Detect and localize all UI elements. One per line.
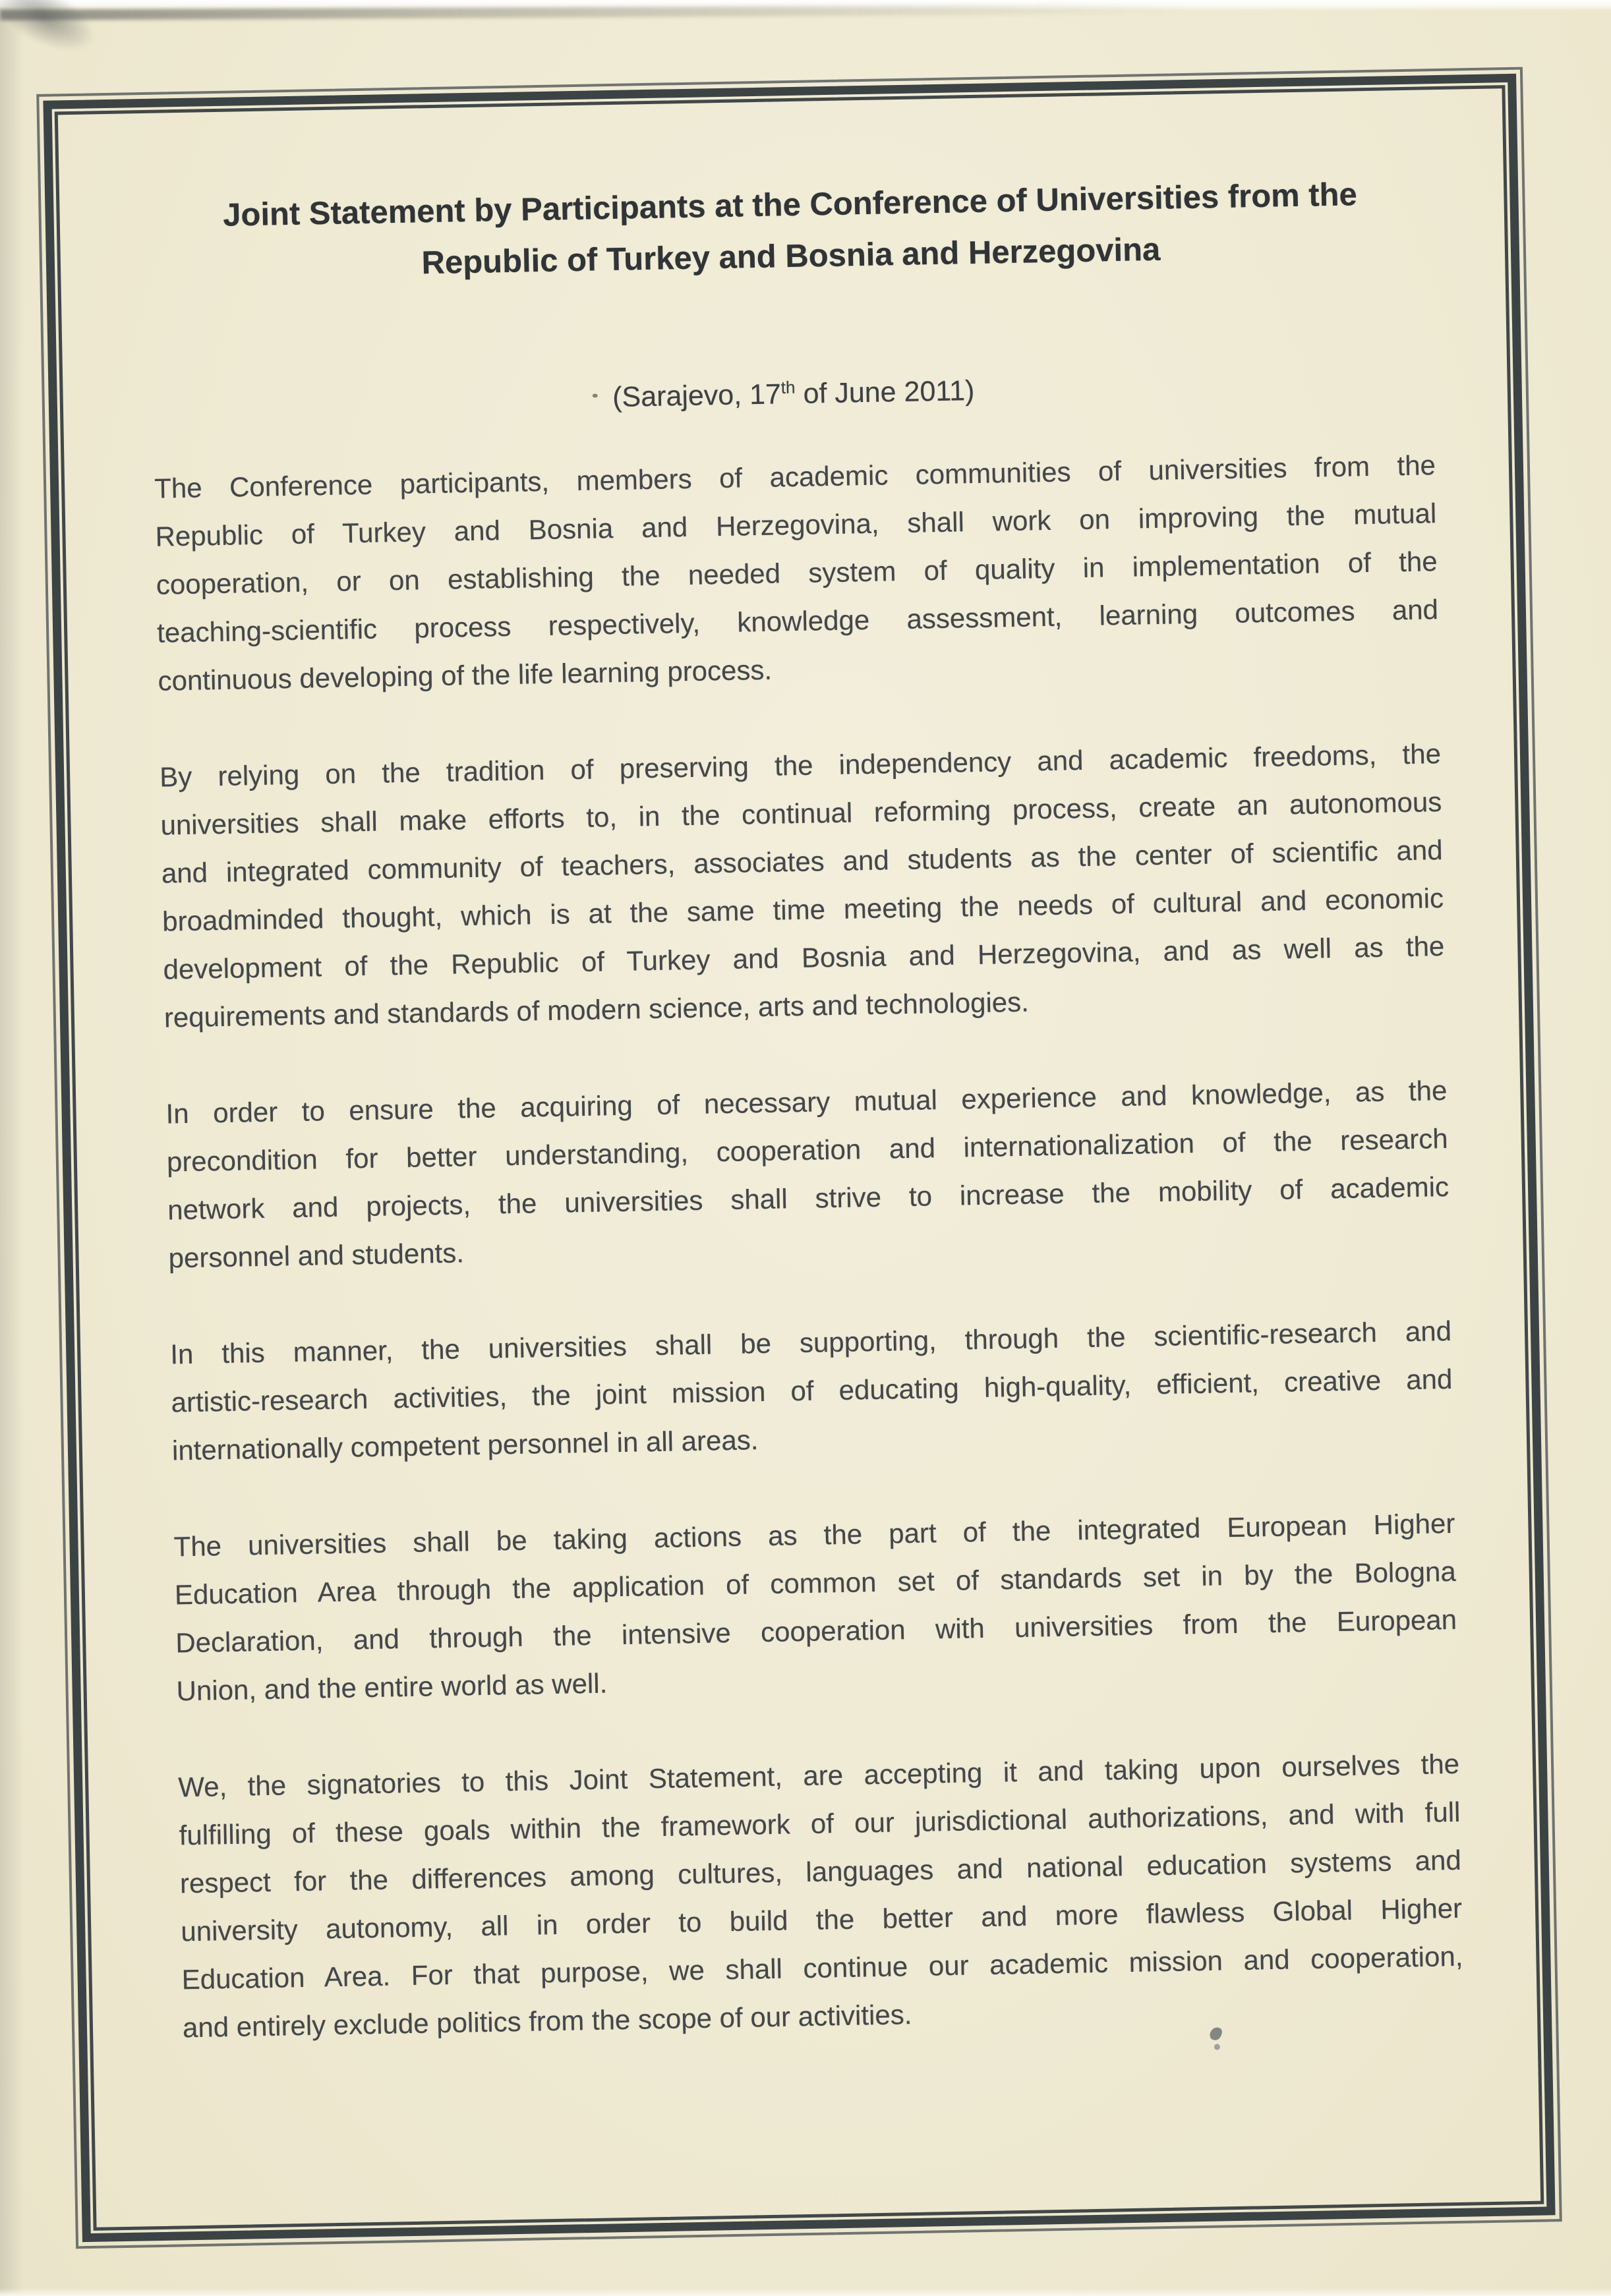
body-line: In order to ensure the acquiring of necessary mutual experience and knowledge, as the: [165, 1074, 1448, 1130]
body-line: internationally competent personnel in all areas.: [171, 1424, 759, 1466]
body-line: Declaration, and through the intensive cooperation with universities from the European: [175, 1603, 1457, 1659]
body-line: continuous developing of the life learning process.: [158, 654, 773, 697]
body-line: universities shall make efforts to, in the continual reforming process, create an autonomous: [160, 786, 1442, 841]
scan-top-edge: [0, 0, 1611, 11]
body-line: artistic-research activities, the joint mission of educating high-quality, efficient, creative and: [171, 1363, 1453, 1418]
body-line: and entirely exclude politics from the scope of our activities.: [182, 1999, 912, 2044]
border-outer-rule: [36, 67, 1562, 2249]
body-line: Union, and the entire world as well.: [176, 1667, 608, 1707]
body-line: and integrated community of teachers, associates and students as the center of scientific and: [161, 834, 1444, 889]
body-line: fulfilling of these goals within the framework of our jurisdictional authorizations, and with full: [179, 1796, 1461, 1851]
body-line: personnel and students.: [168, 1237, 465, 1274]
body-line: development of the Republic of Turkey and Bosnia and Herzegovina, and as well as the: [163, 931, 1445, 985]
scan-top-streak: [0, 3, 1252, 20]
body-line: precondition for better understanding, cooperation and internationalization of the research: [166, 1122, 1449, 1178]
document-sheet: [36, 67, 1562, 2249]
paragraph: [170, 1307, 1454, 1475]
paragraph: [173, 1499, 1458, 1715]
body-line: Education Area through the application of common set of standards set in by the Bologna: [174, 1555, 1457, 1611]
body-line: respect for the differences among cultures, languages and national education systems and: [179, 1844, 1462, 1899]
body-line: cooperation, or on establishing the needed system of quality in implementation of the: [156, 546, 1438, 600]
scan-bottom-edge: [0, 2288, 1611, 2296]
body-line: broadminded thought, which is at the same time meeting the needs of cultural and economic: [161, 882, 1444, 937]
paragraph: [160, 730, 1446, 1042]
body-line: network and projects, the universities shall strive to increase the mobility of academic: [167, 1170, 1450, 1226]
body-line: Republic of Turkey and Bosnia and Herzegovina, shall work on improving the mutual: [155, 498, 1437, 552]
paragraph: [154, 441, 1440, 705]
subtitle-superscript: th: [780, 377, 796, 397]
body-line: By relying on the tradition of preserving the independency and academic freedoms, the: [159, 738, 1442, 793]
scan-corner-smudge: [0, 0, 106, 65]
subtitle-suffix: of June 2011): [795, 374, 975, 410]
body-line: university autonomy, all in order to build the better and more flawless Global Higher: [180, 1892, 1463, 1947]
border-inner-rule: [55, 85, 1544, 2231]
document-title: [149, 167, 1432, 294]
title-line-1: Joint Statement by Participants at the Conference of Universities from the: [222, 177, 1358, 233]
body-line: We, the signatories to this Joint Statement, are accepting it and taking upon ourselves the: [177, 1748, 1460, 1803]
body-line: The Conference participants, members of academic communities of universities from the: [154, 449, 1436, 504]
subtitle-prefix: (Sarajevo, 17: [612, 378, 782, 413]
title-line-2: Republic of Turkey and Bosnia and Herzegovina: [421, 231, 1161, 281]
body-line: Education Area. For that purpose, we shall continue our academic mission and cooperation,: [181, 1940, 1463, 1995]
border-thick-rule: [43, 74, 1555, 2242]
body-line: requirements and standards of modern science, arts and technologies.: [163, 986, 1030, 1033]
ink-speck-subtitle: [593, 393, 598, 397]
paragraph: [165, 1066, 1450, 1282]
body-line: teaching-scientific process respectively, knowledge assessment, learning outcomes and: [156, 594, 1439, 648]
scan-left-shadow: [0, 0, 24, 2296]
body-line: In this manner, the universities shall be supporting, through the scientific-research and: [169, 1315, 1452, 1370]
document-body: [154, 441, 1465, 2052]
paragraph: [178, 1740, 1465, 2052]
body-line: The universities shall be taking actions as the part of the integrated European Higher: [173, 1507, 1455, 1563]
document-date-line: [152, 359, 1434, 430]
